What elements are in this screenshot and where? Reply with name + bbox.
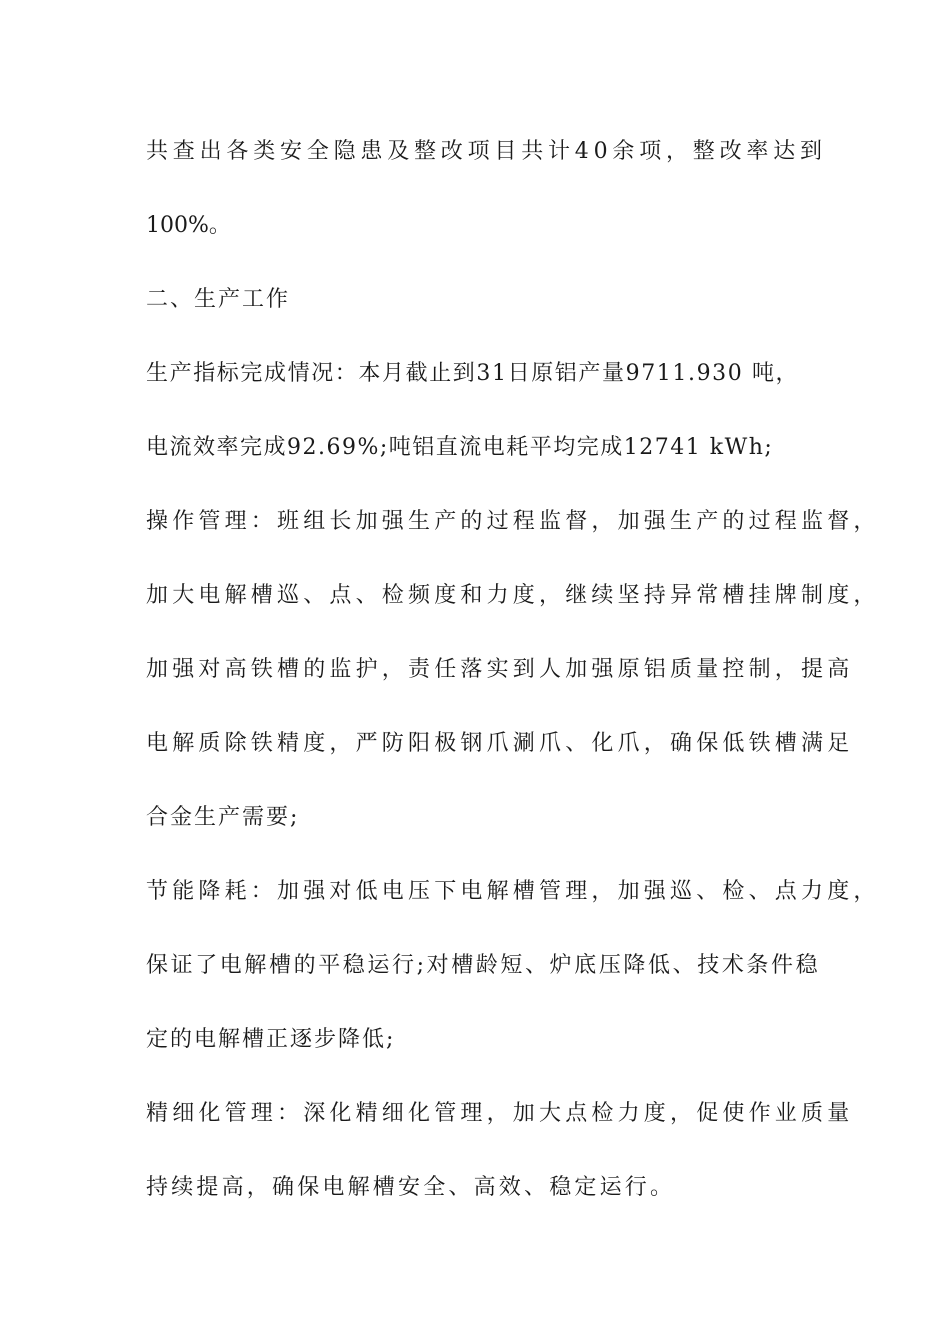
paragraph-line: 电解质除铁精度，严防阳极钢爪涮爪、化爪，确保低铁槽满足 [146,731,854,756]
paragraph-line: 生产指标完成情况：本月截止到31日原铝产量9711.930 吨， [146,361,800,386]
paragraph-line: 操作管理：班组长加强生产的过程监督，加强生产的过程监督， [146,509,880,534]
paragraph-line: 定的电解槽正逐步降低; [146,1027,396,1052]
paragraph-line: 加大电解槽巡、点、检频度和力度，继续坚持异常槽挂牌制度， [146,583,880,608]
paragraph-line: 节能降耗：加强对低电压下电解槽管理，加强巡、检、点力度， [146,879,880,904]
section-heading: 二、生产工作 [146,287,291,312]
paragraph-line: 100%。 [146,213,231,238]
paragraph-line: 加强对高铁槽的监护，责任落实到人加强原铝质量控制，提高 [146,657,854,682]
paragraph-line: 保证了电解槽的平稳运行;对槽龄短、炉底压降低、技术条件稳 [146,953,821,978]
paragraph-line: 精细化管理：深化精细化管理，加大点检力度，促使作业质量 [146,1101,854,1126]
paragraph-line: 电流效率完成92.69%;吨铝直流电耗平均完成12741 kWh; [146,435,774,460]
paragraph-line: 共查出各类安全隐患及整改项目共计40余项，整改率达到 [146,139,827,164]
paragraph-line: 持续提高，确保电解槽安全、高效、稳定运行。 [146,1175,676,1200]
paragraph-line: 合金生产需要; [146,805,300,830]
